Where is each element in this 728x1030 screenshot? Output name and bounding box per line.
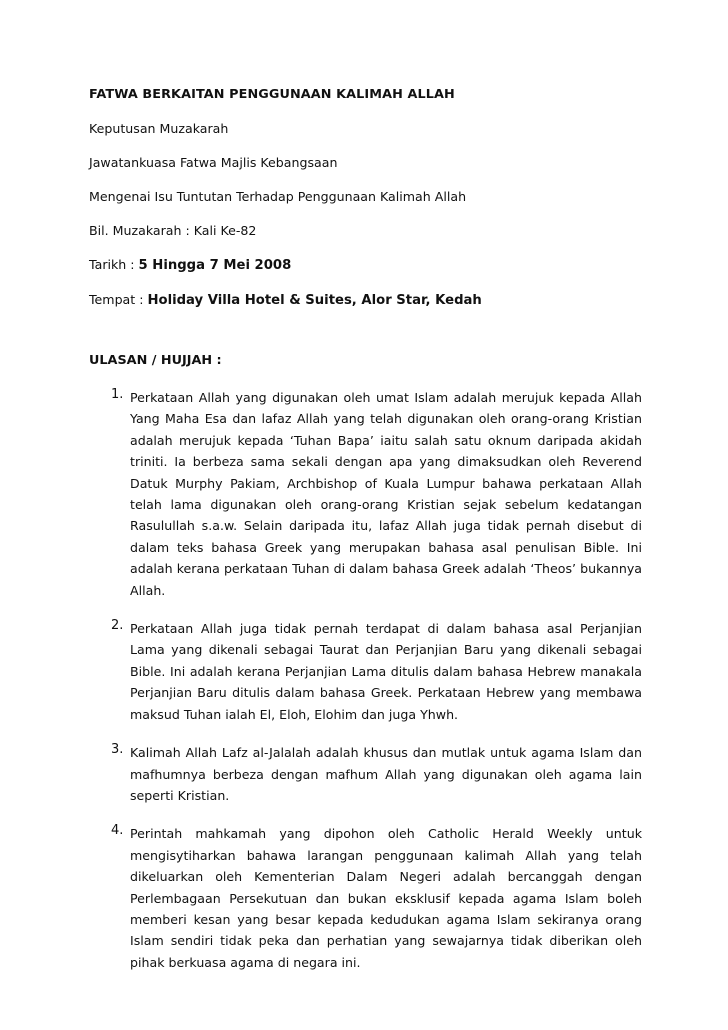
venue-label: Tempat : xyxy=(89,292,148,307)
document-title: FATWA BERKAITAN PENGGUNAAN KALIMAH ALLAH xyxy=(89,87,455,102)
venue-value: Holiday Villa Hotel & Suites, Alor Star, Kedah xyxy=(147,293,482,308)
venue-line xyxy=(89,291,642,309)
subject-line: Mengenai Isu Tuntutan Terhadap Penggunaan Kalimah Allah xyxy=(89,189,467,204)
list-item xyxy=(89,823,642,973)
list-item-number: 1. xyxy=(111,387,124,402)
list-item-text: Perkataan Allah juga tidak pernah terdapat di dalam bahasa asal Perjanjian Lama yang dikenali sebagai Taurat dan Perjanjian Baru yang dikenali sebagai Bible. Ini adalah kerana Perjanjian Lama ditulis dalam bahasa Hebrew manakala Perjanjian Baru ditulis dalam bahasa Greek. Perkataan Hebrew yang membawa maksud Tuhan ialah El, Eloh, Elohim dan juga Yhwh. xyxy=(130,621,642,722)
list-item xyxy=(89,742,642,806)
date-label: Tarikh : xyxy=(89,257,139,272)
list-item xyxy=(89,387,642,601)
date-value: 5 Hingga 7 Mei 2008 xyxy=(138,258,292,273)
list-item-text: Kalimah Allah Lafz al-Jalalah adalah khusus dan mutlak untuk agama Islam dan mafhumnya berbeza dengan mafhum Allah yang digunakan oleh agama lain seperti Kristian. xyxy=(130,745,642,803)
list-item-number: 4. xyxy=(111,823,124,839)
meeting-number-line: Bil. Muzakarah : Kali Ke-82 xyxy=(89,223,257,238)
committee-line: Jawatankuasa Fatwa Majlis Kebangsaan xyxy=(89,155,338,170)
date-line xyxy=(89,256,642,274)
list-item xyxy=(89,618,642,725)
list-item-number: 2. xyxy=(111,618,124,634)
list-item-number: 3. xyxy=(111,742,124,758)
meeting-decision-line: Keputusan Muzakarah xyxy=(89,121,229,136)
argument-list xyxy=(89,387,642,973)
list-item-text: Perintah mahkamah yang dipohon oleh Catholic Herald Weekly untuk mengisytiharkan bahawa larangan penggunaan kalimah Allah yang telah dikeluarkan oleh Kementerian Dalam Negeri adalah bercanggah dengan Perlembagaan Persekutuan dan bukan eksklusif kepada agama Islam boleh memberi kesan yang besar kepada kedudukan agama Islam sekiranya orang Islam sendiri tidak peka dan perhatian yang sewajarnya tidak diberikan oleh pihak berkuasa agama di negara ini. xyxy=(130,826,642,970)
list-item-text: Perkataan Allah yang digunakan oleh umat Islam adalah merujuk kepada Allah Yang Maha Esa dan lafaz Allah yang telah digunakan oleh orang-orang Kristian adalah merujuk kepada ‘Tuhan Bapa’ iaitu salah satu oknum daripada akidah triniti. Ia berbeza sama sekali dengan apa yang dimaksudkan oleh Reverend Datuk Murphy Pakiam, Archbishop of Kuala Lumpur bahawa perkataan Allah telah lama digunakan oleh orang-orang Kristian sejak sebelum kedatangan Rasulullah s.a.w. Selain daripada itu, lafaz Allah juga tidak pernah disebut di dalam teks bahasa Greek yang merupakan bahasa asal penulisan Bible. Ini adalah kerana perkataan Tuhan di dalam bahasa Greek adalah ‘Theos’ bukannya Allah. xyxy=(130,390,642,598)
section-heading: ULASAN / HUJJAH : xyxy=(89,353,222,368)
